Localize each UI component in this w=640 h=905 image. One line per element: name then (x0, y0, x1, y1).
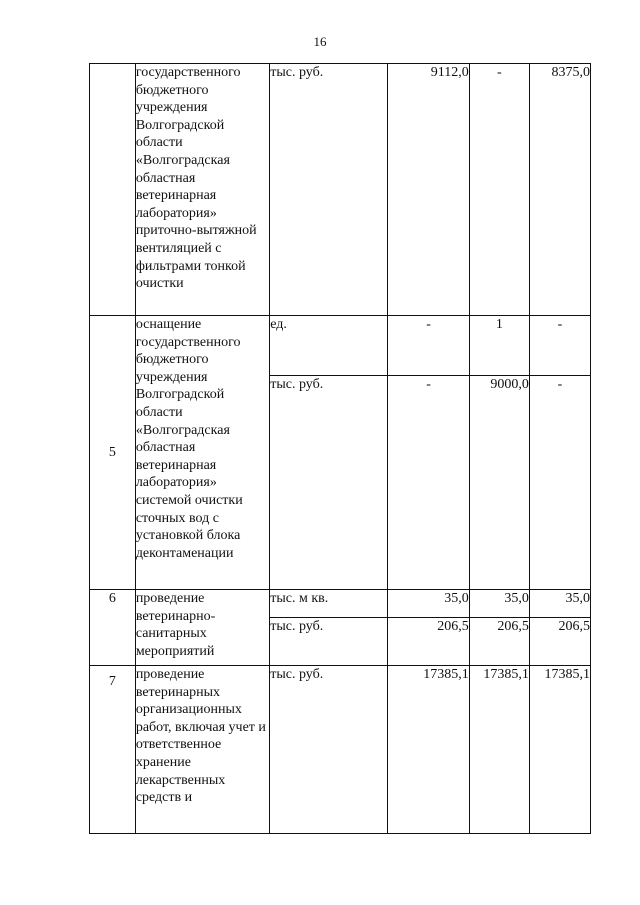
measure-name: проведение ветеринарно-санитарных мероприятий (135, 590, 269, 666)
measure-name: проведение ветеринарных организационных работ, включая учет и ответственное хранение лекарственных средств и (135, 666, 269, 834)
value-cell: 1 (469, 316, 529, 376)
value-cell: 17385,1 (469, 666, 529, 834)
value-cell: 206,5 (529, 618, 590, 666)
value-cell: - (469, 64, 529, 316)
row-number (90, 64, 136, 316)
value-cell: - (529, 316, 590, 376)
value-cell: 35,0 (469, 590, 529, 618)
table-row (90, 590, 591, 618)
table-row (90, 316, 591, 376)
value-cell: 206,5 (469, 618, 529, 666)
value-cell: - (388, 376, 469, 590)
measures-table (89, 63, 591, 834)
value-cell: 35,0 (529, 590, 590, 618)
value-cell: - (388, 316, 469, 376)
value-cell: 17385,1 (529, 666, 590, 834)
value-cell: 17385,1 (388, 666, 469, 834)
value-cell: 8375,0 (529, 64, 590, 316)
measure-name: оснащение государственного бюджетного учреждения Волгоградской области «Волгоградская областная ветеринарная лаборатория» системой очистки сточных вод с установкой блока деконтаменации (135, 316, 269, 590)
unit-cell: тыс. руб. (270, 618, 388, 666)
value-cell: 206,5 (388, 618, 469, 666)
unit-cell: тыс. руб. (270, 666, 388, 834)
table-row (90, 64, 591, 316)
unit-cell: тыс. м кв. (270, 590, 388, 618)
measure-name: государственного бюджетного учреждения Волгоградской области «Волгоградская областная ветеринарная лаборатория» приточно-вытяжной вентиляцией с фильтрами тонкой очистки (135, 64, 269, 316)
value-cell: 35,0 (388, 590, 469, 618)
row-number: 7 (90, 666, 136, 834)
unit-cell: тыс. руб. (270, 376, 388, 590)
value-cell: 9000,0 (469, 376, 529, 590)
page-number: 16 (313, 34, 327, 49)
unit-cell: тыс. руб. (270, 64, 388, 316)
value-cell: 9112,0 (388, 64, 469, 316)
table-row (90, 666, 591, 834)
row-number: 6 (90, 590, 136, 666)
value-cell: - (529, 376, 590, 590)
row-number: 5 (90, 316, 136, 590)
unit-cell: ед. (270, 316, 388, 376)
